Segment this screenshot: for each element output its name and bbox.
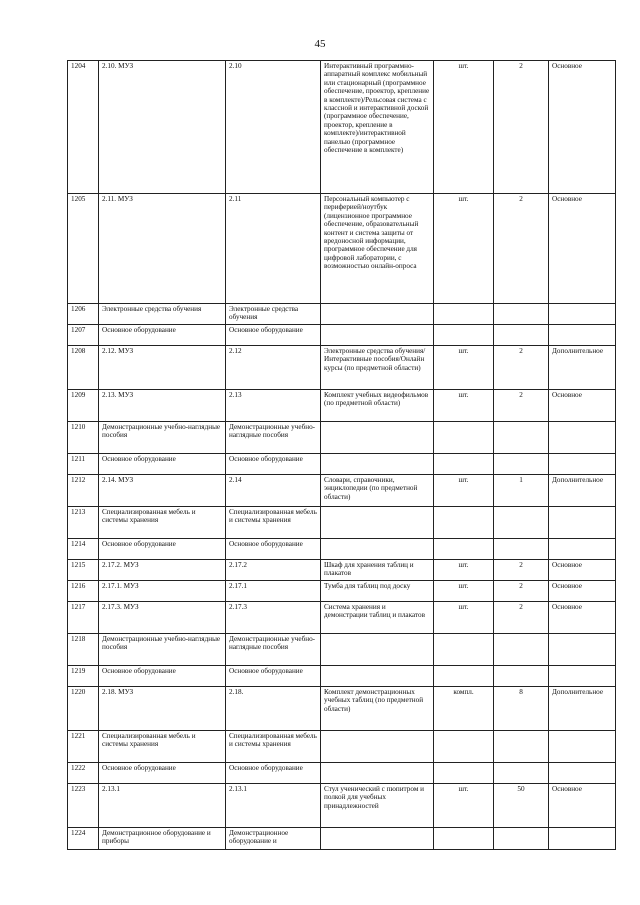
- row-number: 1218: [68, 634, 99, 666]
- quantity-cell: [494, 828, 549, 850]
- row-number: 1212: [68, 475, 99, 507]
- section-cell: 2.13. МУЗ: [99, 390, 226, 422]
- equipment-type-cell: [549, 539, 616, 560]
- item-name-cell: Электронные средства обучения/Интерактивные пособия/Онлайн курсы (по предметной области): [321, 346, 434, 390]
- code-cell: 2.11: [226, 194, 321, 304]
- item-name-cell: Система хранения и демонстрации таблиц и плакатов: [321, 602, 434, 634]
- equipment-type-cell: Основное: [549, 784, 616, 828]
- item-name-cell: [321, 763, 434, 784]
- item-name-cell: [321, 828, 434, 850]
- equipment-type-cell: [549, 828, 616, 850]
- unit-cell: шт.: [434, 784, 494, 828]
- quantity-cell: [494, 422, 549, 454]
- quantity-cell: [494, 507, 549, 539]
- code-cell: 2.18.: [226, 687, 321, 731]
- item-name-cell: [321, 422, 434, 454]
- row-number: 1206: [68, 304, 99, 325]
- row-number: 1211: [68, 454, 99, 475]
- item-name-cell: Интерактивный программно-аппаратный комплекс мобильный или стационарный (программное обеспечение, проектор, крепление в комплекте)/Рельсовая система с классной и интерактивной доской (программное обеспечение, проектор, крепление в комплекте)/интерактивной панелью (программное обеспечение в комплекте): [321, 61, 434, 194]
- equipment-type-cell: [549, 454, 616, 475]
- table-row: [68, 828, 616, 850]
- row-number: 1215: [68, 560, 99, 581]
- section-cell: Основное оборудование: [99, 454, 226, 475]
- item-name-cell: [321, 454, 434, 475]
- unit-cell: шт.: [434, 581, 494, 602]
- equipment-type-cell: Основное: [549, 560, 616, 581]
- equipment-type-cell: [549, 731, 616, 763]
- table-row: [68, 454, 616, 475]
- table-row: [68, 346, 616, 390]
- code-cell: Демонстрационные учебно-наглядные пособия: [226, 422, 321, 454]
- unit-cell: шт.: [434, 390, 494, 422]
- equipment-type-cell: Дополнительное: [549, 475, 616, 507]
- unit-cell: [434, 304, 494, 325]
- row-number: 1208: [68, 346, 99, 390]
- quantity-cell: [494, 763, 549, 784]
- section-cell: Электронные средства обучения: [99, 304, 226, 325]
- quantity-cell: 1: [494, 475, 549, 507]
- quantity-cell: [494, 325, 549, 346]
- equipment-type-cell: [549, 666, 616, 687]
- row-number: 1214: [68, 539, 99, 560]
- code-cell: 2.10: [226, 61, 321, 194]
- code-cell: Демонстрационное оборудование и: [226, 828, 321, 850]
- item-name-cell: Тумба для таблиц под доску: [321, 581, 434, 602]
- item-name-cell: Комплект демонстрационных учебных таблиц (по предметной области): [321, 687, 434, 731]
- item-name-cell: Комплект учебных видеофильмов (по предметной области): [321, 390, 434, 422]
- unit-cell: [434, 422, 494, 454]
- code-cell: 2.13.1: [226, 784, 321, 828]
- section-cell: Демонстрационное оборудование и приборы: [99, 828, 226, 850]
- equipment-type-cell: [549, 507, 616, 539]
- equipment-type-cell: [549, 304, 616, 325]
- quantity-cell: [494, 666, 549, 687]
- item-name-cell: [321, 539, 434, 560]
- item-name-cell: [321, 731, 434, 763]
- code-cell: 2.17.2: [226, 560, 321, 581]
- quantity-cell: [494, 539, 549, 560]
- row-number: 1204: [68, 61, 99, 194]
- row-number: 1223: [68, 784, 99, 828]
- item-name-cell: Словари, справочники, энциклопедии (по предметной области): [321, 475, 434, 507]
- code-cell: Основное оборудование: [226, 325, 321, 346]
- section-cell: Специализированная мебель и системы хранения: [99, 507, 226, 539]
- table-row: [68, 539, 616, 560]
- code-cell: Электронные средства обучения: [226, 304, 321, 325]
- unit-cell: [434, 539, 494, 560]
- unit-cell: компл.: [434, 687, 494, 731]
- section-cell: 2.11. МУЗ: [99, 194, 226, 304]
- row-number: 1205: [68, 194, 99, 304]
- section-cell: 2.12. МУЗ: [99, 346, 226, 390]
- item-name-cell: Персональный компьютер с периферией/ноутбук (лицензионное программное обеспечение, образовательный контент и система защиты от вредоносной информации, программное обеспечение для цифровой лаборатории, с возможностью онлайн-опроса: [321, 194, 434, 304]
- code-cell: 2.12: [226, 346, 321, 390]
- item-name-cell: [321, 634, 434, 666]
- item-name-cell: [321, 507, 434, 539]
- unit-cell: шт.: [434, 602, 494, 634]
- section-cell: Основное оборудование: [99, 763, 226, 784]
- section-cell: Основное оборудование: [99, 325, 226, 346]
- unit-cell: шт.: [434, 346, 494, 390]
- table-row: [68, 325, 616, 346]
- quantity-cell: [494, 304, 549, 325]
- section-cell: 2.10. МУЗ: [99, 61, 226, 194]
- section-cell: 2.17.1. МУЗ: [99, 581, 226, 602]
- unit-cell: [434, 828, 494, 850]
- table-row: [68, 390, 616, 422]
- table-row: [68, 194, 616, 304]
- code-cell: Специализированная мебель и системы хранения: [226, 731, 321, 763]
- quantity-cell: 2: [494, 602, 549, 634]
- code-cell: 2.17.1: [226, 581, 321, 602]
- unit-cell: [434, 634, 494, 666]
- unit-cell: шт.: [434, 194, 494, 304]
- table-row: [68, 731, 616, 763]
- equipment-type-cell: [549, 634, 616, 666]
- row-number: 1220: [68, 687, 99, 731]
- item-name-cell: [321, 325, 434, 346]
- unit-cell: [434, 325, 494, 346]
- quantity-cell: 2: [494, 194, 549, 304]
- equipment-type-cell: [549, 325, 616, 346]
- section-cell: 2.14. МУЗ: [99, 475, 226, 507]
- equipment-type-cell: Основное: [549, 602, 616, 634]
- table-row: [68, 507, 616, 539]
- table-row: [68, 634, 616, 666]
- table-row: [68, 61, 616, 194]
- quantity-cell: [494, 731, 549, 763]
- quantity-cell: 2: [494, 346, 549, 390]
- equipment-type-cell: [549, 422, 616, 454]
- quantity-cell: 2: [494, 560, 549, 581]
- unit-cell: шт.: [434, 475, 494, 507]
- table-row: [68, 666, 616, 687]
- unit-cell: [434, 454, 494, 475]
- equipment-table: [67, 60, 616, 850]
- code-cell: Специализированная мебель и системы хранения: [226, 507, 321, 539]
- row-number: 1217: [68, 602, 99, 634]
- item-name-cell: [321, 666, 434, 687]
- quantity-cell: 50: [494, 784, 549, 828]
- table-row: [68, 784, 616, 828]
- quantity-cell: [494, 454, 549, 475]
- section-cell: 2.17.3. МУЗ: [99, 602, 226, 634]
- equipment-type-cell: Основное: [549, 61, 616, 194]
- table-row: [68, 763, 616, 784]
- table-row: [68, 304, 616, 325]
- item-name-cell: [321, 304, 434, 325]
- table-row: [68, 687, 616, 731]
- unit-cell: [434, 507, 494, 539]
- code-cell: Основное оборудование: [226, 454, 321, 475]
- equipment-type-cell: Основное: [549, 581, 616, 602]
- quantity-cell: 2: [494, 581, 549, 602]
- table-row: [68, 422, 616, 454]
- code-cell: Основное оборудование: [226, 666, 321, 687]
- section-cell: Основное оборудование: [99, 666, 226, 687]
- table-row: [68, 560, 616, 581]
- row-number: 1213: [68, 507, 99, 539]
- quantity-cell: 2: [494, 61, 549, 194]
- table-row: [68, 602, 616, 634]
- section-cell: 2.13.1: [99, 784, 226, 828]
- table-body: [68, 61, 616, 850]
- section-cell: Основное оборудование: [99, 539, 226, 560]
- code-cell: 2.14: [226, 475, 321, 507]
- unit-cell: [434, 731, 494, 763]
- section-cell: Специализированная мебель и системы хранения: [99, 731, 226, 763]
- section-cell: 2.18. МУЗ: [99, 687, 226, 731]
- quantity-cell: [494, 634, 549, 666]
- code-cell: Демонстрационные учебно-наглядные пособия: [226, 634, 321, 666]
- code-cell: Основное оборудование: [226, 763, 321, 784]
- unit-cell: [434, 666, 494, 687]
- code-cell: Основное оборудование: [226, 539, 321, 560]
- equipment-type-cell: Основное: [549, 194, 616, 304]
- quantity-cell: 2: [494, 390, 549, 422]
- section-cell: 2.17.2. МУЗ: [99, 560, 226, 581]
- quantity-cell: 8: [494, 687, 549, 731]
- item-name-cell: Стул ученический с пюпитром и полкой для учебных принадлежностей: [321, 784, 434, 828]
- equipment-type-cell: [549, 763, 616, 784]
- equipment-type-cell: Основное: [549, 390, 616, 422]
- row-number: 1210: [68, 422, 99, 454]
- unit-cell: шт.: [434, 560, 494, 581]
- row-number: 1221: [68, 731, 99, 763]
- code-cell: 2.13: [226, 390, 321, 422]
- code-cell: 2.17.3: [226, 602, 321, 634]
- equipment-type-cell: Дополнительное: [549, 687, 616, 731]
- table-row: [68, 581, 616, 602]
- unit-cell: [434, 763, 494, 784]
- row-number: 1207: [68, 325, 99, 346]
- page-number: 45: [314, 38, 326, 50]
- row-number: 1224: [68, 828, 99, 850]
- item-name-cell: Шкаф для хранения таблиц и плакатов: [321, 560, 434, 581]
- equipment-type-cell: Дополнительное: [549, 346, 616, 390]
- row-number: 1219: [68, 666, 99, 687]
- row-number: 1222: [68, 763, 99, 784]
- table-row: [68, 475, 616, 507]
- row-number: 1209: [68, 390, 99, 422]
- section-cell: Демонстрационные учебно-наглядные пособия: [99, 634, 226, 666]
- row-number: 1216: [68, 581, 99, 602]
- unit-cell: шт.: [434, 61, 494, 194]
- section-cell: Демонстрационные учебно-наглядные пособия: [99, 422, 226, 454]
